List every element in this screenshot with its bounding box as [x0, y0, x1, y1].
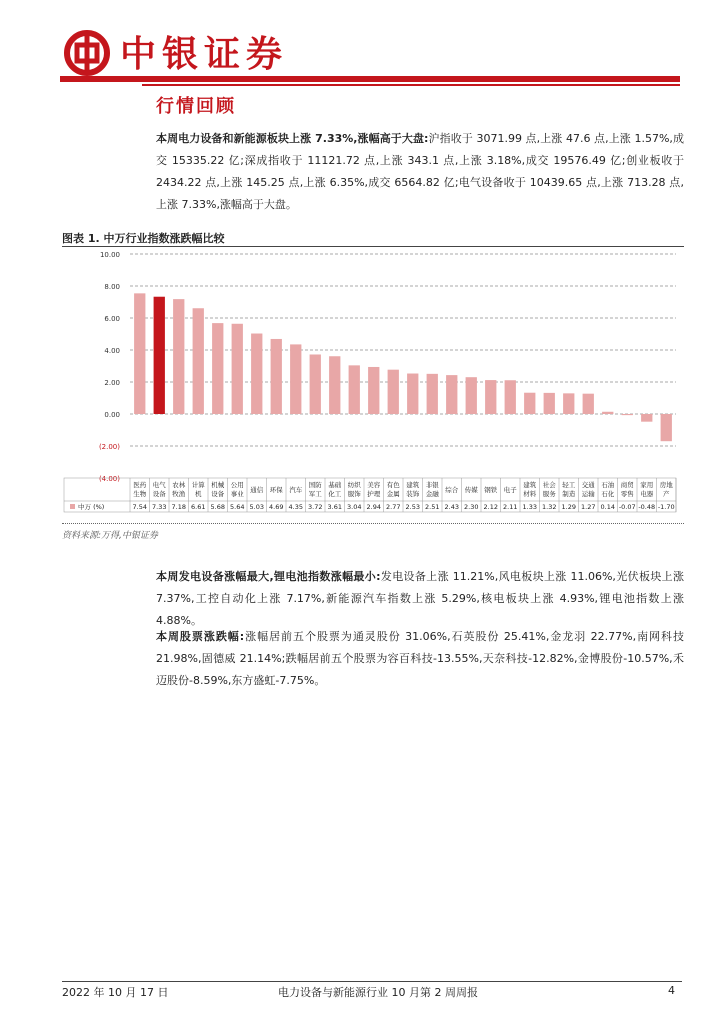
x-category-label: 计算: [191, 481, 205, 489]
bar: [563, 393, 574, 414]
x-category-label: 轻工: [562, 481, 576, 489]
stock-performance-paragraph: [156, 626, 684, 692]
x-category-label: 环保: [269, 486, 283, 494]
bar: [232, 324, 243, 414]
data-value-label: -0.48: [638, 503, 656, 511]
x-category-label: 交通: [581, 481, 595, 489]
data-value-label: 2.12: [483, 503, 498, 511]
bar: [641, 414, 652, 422]
data-value-label: 2.94: [366, 503, 381, 511]
page-number: 4: [668, 984, 675, 997]
y-tick-label: 0.00: [104, 411, 120, 419]
x-category-label: 医药: [133, 481, 147, 489]
data-value-label: 7.18: [171, 503, 186, 511]
x-category-label: 石油: [601, 481, 615, 489]
data-value-label: 3.72: [308, 503, 323, 511]
y-tick-label: (4.00): [98, 475, 120, 483]
x-category-label: 事业: [230, 490, 244, 498]
bar: [193, 308, 204, 414]
bank-logo-icon: [62, 30, 112, 76]
bar: [368, 367, 379, 414]
x-category-label: 装饰: [406, 490, 420, 498]
x-category-label: 国防: [308, 481, 322, 489]
footer-rule: [62, 981, 682, 982]
bar: [485, 380, 496, 414]
x-category-label: 运输: [581, 490, 595, 498]
x-category-label: 美容: [367, 481, 381, 489]
x-category-label: 石化: [601, 490, 615, 498]
x-category-label: 制造: [562, 490, 576, 498]
source-rule: [62, 523, 684, 525]
data-value-label: 2.11: [503, 503, 518, 511]
bar: [173, 299, 184, 414]
x-category-label: 军工: [308, 490, 322, 498]
x-category-label: 商贸: [620, 481, 634, 489]
data-value-label: 1.33: [522, 503, 537, 511]
x-category-label: 房地: [659, 481, 673, 489]
section-title: 行情回顾: [156, 96, 236, 117]
y-tick-label: (2.00): [98, 443, 120, 451]
x-category-label: 基础: [328, 481, 342, 489]
sector-performance-paragraph: [156, 566, 684, 632]
data-value-label: 4.35: [288, 503, 303, 511]
data-value-label: 1.27: [581, 503, 596, 511]
figure-rule: [62, 246, 684, 247]
legend-swatch: [70, 504, 75, 509]
bar: [251, 334, 262, 414]
data-value-label: 1.32: [542, 503, 557, 511]
x-category-label: 有色: [386, 481, 400, 489]
bar: [583, 394, 594, 414]
x-category-label: 材料: [523, 490, 537, 498]
data-value-label: 7.54: [132, 503, 147, 511]
x-category-label: 服务: [542, 490, 556, 498]
paragraph-body: 沪指收于 3071.99 点,上涨 47.6 点,上涨 1.57%,成交 15335.22 亿;深成指收于 11121.72 点,上涨 343.1 点,上涨 3.18%,成交 19576.49 亿;创业板收于 2434.22 点,上涨 145.25 点,上涨 6.35%,成交 6564.82 亿;电气设备收于 10439.65 点,上涨 713.28 点,上涨 7.33%,涨幅高于大盘。: [156, 132, 684, 211]
x-category-label: 零售: [620, 490, 634, 498]
data-value-label: 0.14: [600, 503, 615, 511]
data-value-label: -1.70: [657, 503, 675, 511]
bar: [134, 293, 145, 414]
y-tick-label: 8.00: [104, 283, 120, 291]
market-review-paragraph: [156, 128, 684, 216]
x-category-label: 综合: [445, 486, 459, 494]
x-category-label: 汽车: [289, 486, 303, 494]
x-category-label: 化工: [328, 490, 342, 498]
paragraph-body: 涨幅居前五个股票为通灵股份 31.06%,石英股份 25.41%,金龙羽 22.77%,南网科技 21.98%,固德威 21.14%;跌幅居前五个股票为容百科技-13.55%,天奈科技-12.82%,金博股份-10.57%,禾迈股份-8.59%,东方盛虹-7.75%。: [156, 630, 684, 687]
bar: [407, 374, 418, 414]
x-category-label: 机: [195, 490, 202, 498]
bar: [271, 339, 282, 414]
data-value-label: 6.61: [191, 503, 206, 511]
x-category-label: 通信: [250, 486, 264, 494]
header-rule: [60, 76, 680, 82]
data-value-label: 3.61: [327, 503, 342, 511]
x-category-label: 家用: [640, 481, 654, 489]
figure-source: 资料来源:万得,中银证券: [62, 531, 158, 541]
y-tick-label: 4.00: [104, 347, 120, 355]
x-category-label: 产: [663, 490, 670, 498]
data-value-label: 2.77: [386, 503, 401, 511]
data-value-label: 2.30: [464, 503, 479, 511]
x-category-label: 机械: [211, 481, 225, 489]
x-category-label: 护理: [367, 490, 381, 498]
bar: [466, 377, 477, 414]
x-category-label: 金属: [386, 490, 400, 498]
bar: [154, 297, 165, 414]
x-category-label: 电器: [640, 490, 654, 498]
x-category-label: 农林: [172, 481, 186, 489]
x-category-label: 生物: [133, 490, 147, 498]
bar: [602, 412, 613, 414]
bar: [446, 375, 457, 414]
bar: [622, 414, 633, 415]
y-tick-label: 10.00: [99, 251, 120, 259]
x-category-label: 设备: [152, 490, 166, 498]
x-category-label: 电气: [152, 481, 166, 489]
data-value-label: 4.69: [269, 503, 284, 511]
bar: [544, 393, 555, 414]
paragraph-lead: 本周发电设备涨幅最大,锂电池指数涨幅最小:: [156, 570, 381, 583]
brand-name: 中银证券: [120, 33, 289, 75]
x-category-label: 服饰: [347, 490, 361, 498]
paragraph-lead: 本周股票涨跌幅:: [156, 630, 245, 643]
data-value-label: 7.33: [152, 503, 167, 511]
data-value-label: 2.51: [425, 503, 440, 511]
y-tick-label: 2.00: [104, 379, 120, 387]
data-value-label: -0.07: [618, 503, 636, 511]
x-category-label: 社会: [542, 481, 556, 489]
x-category-label: 建筑: [406, 481, 420, 489]
data-value-label: 5.03: [249, 503, 264, 511]
bar: [349, 365, 360, 414]
bar: [310, 354, 321, 414]
paragraph-lead: 本周电力设备和新能源板块上涨 7.33%,涨幅高于大盘:: [156, 132, 429, 145]
bar: [661, 414, 672, 441]
legend-label: 中万 (%): [78, 503, 105, 511]
data-value-label: 5.68: [210, 503, 225, 511]
bar: [427, 374, 438, 414]
bar: [329, 356, 340, 414]
data-value-label: 3.04: [347, 503, 362, 511]
data-value-label: 2.43: [444, 503, 459, 511]
y-tick-label: 6.00: [104, 315, 120, 323]
header-subrule: [142, 84, 680, 86]
x-category-label: 金融: [425, 490, 439, 498]
data-value-label: 2.53: [405, 503, 420, 511]
x-category-label: 设备: [211, 490, 225, 498]
bar: [524, 393, 535, 414]
bar: [290, 344, 301, 414]
x-category-label: 非银: [425, 481, 439, 489]
x-category-label: 钢铁: [484, 486, 498, 494]
figure-title: 图表 1. 中万行业指数涨跌幅比较: [62, 232, 225, 245]
footer-date: 2022 年 10 月 17 日: [62, 986, 169, 999]
x-category-label: 电子: [503, 486, 517, 494]
bar-chart: [62, 248, 684, 520]
x-category-label: 牧渔: [172, 490, 186, 498]
bar: [212, 323, 223, 414]
chart-container: [62, 248, 684, 524]
data-value-label: 5.64: [230, 503, 245, 511]
data-value-label: 1.29: [561, 503, 576, 511]
footer-report-title: 电力设备与新能源行业 10 月第 2 周周报: [278, 986, 478, 999]
bar: [388, 370, 399, 414]
x-category-label: 纺织: [347, 481, 361, 489]
bar: [505, 380, 516, 414]
x-category-label: 建筑: [523, 481, 537, 489]
paragraph-body: 发电设备上涨 11.21%,风电板块上涨 11.06%,光伏板块上涨 7.37%,工控自动化上涨 7.17%,新能源汽车指数上涨 5.29%,核电板块上涨 4.93%,锂电池指数上涨 4.88%。: [156, 570, 685, 627]
x-category-label: 公用: [230, 481, 244, 489]
x-category-label: 传媒: [464, 486, 478, 494]
